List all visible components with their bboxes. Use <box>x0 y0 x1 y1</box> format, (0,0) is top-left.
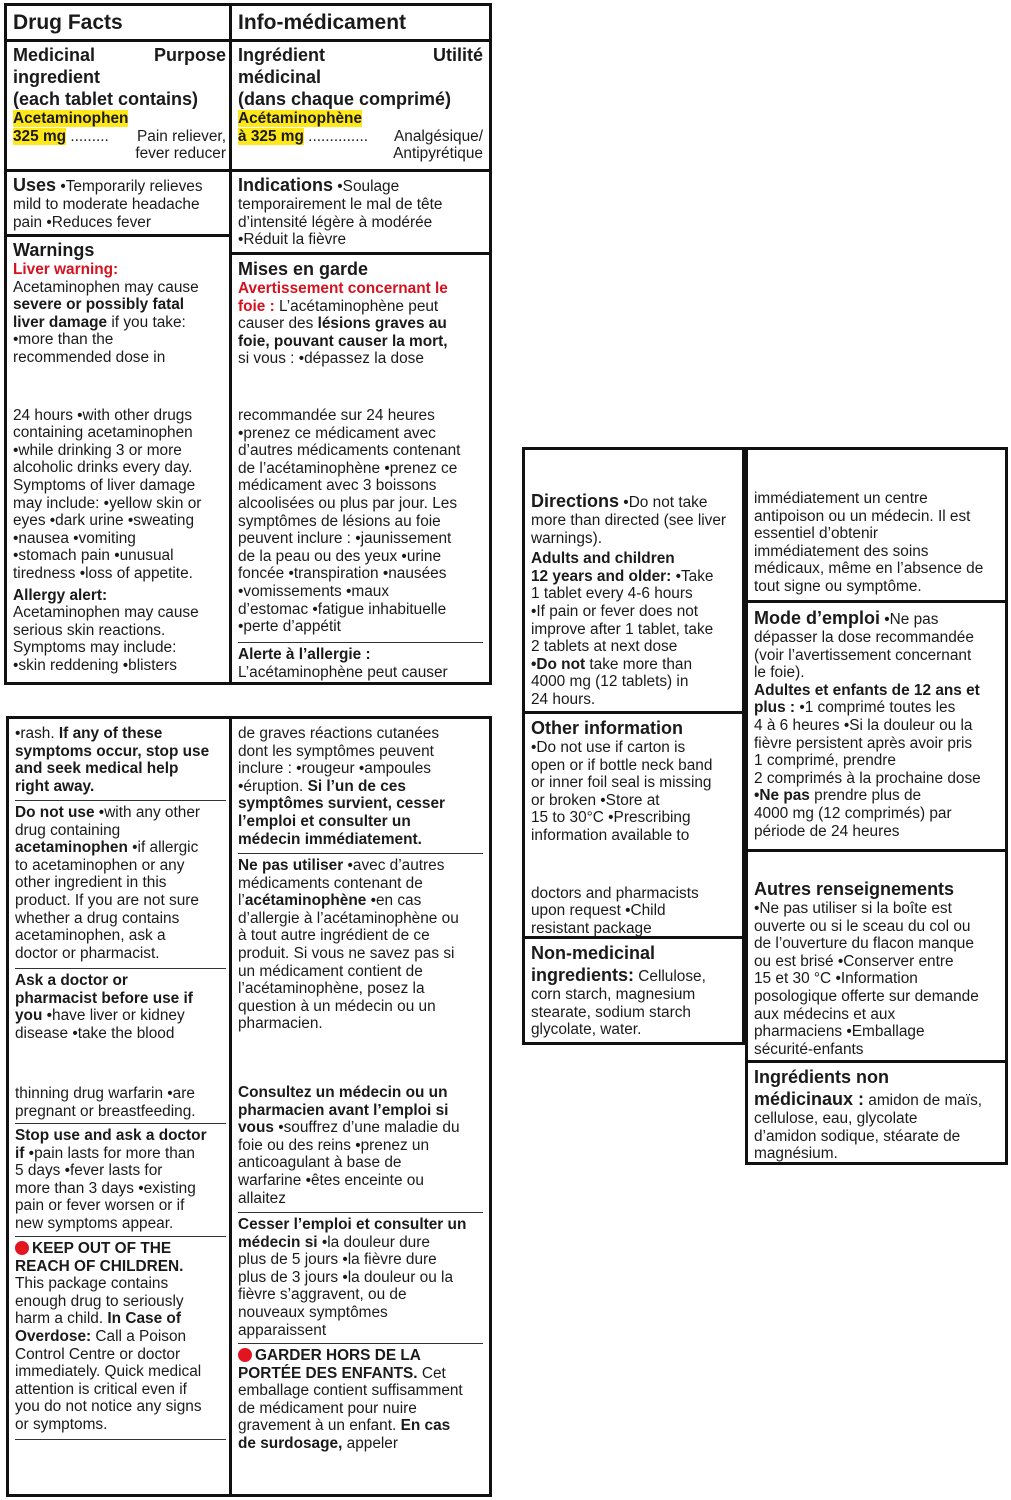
mode-line: 1 comprimé, prendre <box>754 752 896 770</box>
uses-line: mild to moderate headache <box>13 196 200 213</box>
panel-mode-emploi <box>745 447 1008 1165</box>
utilite-text-2: Antipyrétique <box>393 145 483 163</box>
english-column-bottom <box>9 719 232 1494</box>
indications-line: temporairement le mal de tête <box>238 196 443 213</box>
warnings-heading: Warnings <box>13 240 95 260</box>
stop-line-fr: fièvre s’aggravent, ou de <box>238 1286 407 1304</box>
info-medicament-title: Info-médicament <box>238 11 407 34</box>
rash-line-fr: •éruption. <box>238 777 308 795</box>
rash-bold: and seek medical help <box>15 760 179 778</box>
stop-line-fr: nouveaux symptômes <box>238 1303 388 1321</box>
rash-line-fr: dont les symptômes peuvent <box>238 742 434 760</box>
surdosage-bold: de surdosage, <box>238 1434 343 1452</box>
dir-line: 2 tablets at next dose <box>531 638 678 656</box>
other-line: or broken •Store at <box>531 791 660 809</box>
mode-line: dépasser la dose recommandée <box>754 629 974 646</box>
active-ingredient-section <box>7 44 232 163</box>
allergy-line: Symptoms may include: <box>13 639 177 657</box>
stop-line-fr: apparaissent <box>238 1321 327 1339</box>
adults-heading: Adults and children <box>531 550 675 568</box>
nm-line-fr: d’amidon sodique, stéarate de <box>754 1127 961 1145</box>
nm-line: glycolate, water. <box>531 1021 642 1039</box>
overdose-bold: Overdose: <box>15 1327 92 1345</box>
consultez-heading: Consultez un médecin ou un <box>238 1084 448 1101</box>
warning-line: tiredness •loss of appetite. <box>13 564 193 582</box>
ne-pas-utiliser-section <box>232 857 489 1033</box>
warning-line-fr: recommandée sur 24 heures <box>238 406 435 424</box>
warning-bold: liver damage <box>13 313 108 331</box>
liver-warning-label-fr: foie : <box>238 297 275 315</box>
dir-line: •If pain or fever does not <box>531 602 699 620</box>
indications-section <box>232 174 489 249</box>
directions-section <box>525 490 742 709</box>
other-line: or inner foil seal is missing <box>531 774 712 792</box>
stop-line: pain or fever worsen or if <box>15 1197 185 1215</box>
keep-out-heading: KEEP OUT OF THE <box>32 1240 172 1257</box>
ask-line: thinning drug warfarin •are <box>15 1085 195 1103</box>
keep-line: harm a child. <box>15 1310 108 1328</box>
ask-line-fr: foie ou des reins •prenez un <box>238 1136 430 1154</box>
stop-line: •pain lasts for more than <box>24 1144 195 1162</box>
indications-line: •Soulage <box>337 178 400 195</box>
drug-name-fr: Acétaminophène <box>238 110 363 127</box>
rash-bold-fr: Si l’un de ces <box>307 777 406 795</box>
rash-bold: If any of these <box>58 725 163 742</box>
other-line: upon request •Child <box>531 902 666 920</box>
indications-line: d’intensité légère à modérée <box>238 213 433 231</box>
ask-line-fr: anticoagulant à base de <box>238 1154 402 1172</box>
ingredient-heading: ingredient <box>13 67 101 87</box>
consultez-heading: vous <box>238 1119 274 1137</box>
dir-line: •Take <box>671 567 714 585</box>
centre-line: immédiatement des soins <box>754 542 929 560</box>
keep-line: Call a Poison <box>91 1327 187 1345</box>
purpose-text-1: Pain reliever, <box>137 127 226 145</box>
autres-renseignements-heading: Autres renseignements <box>754 879 955 899</box>
keep-out-section <box>9 1240 232 1434</box>
ask-doctor-heading: you <box>15 1007 43 1025</box>
dnu-line: •if allergic <box>127 839 199 857</box>
warning-line-fr: causer des <box>238 315 318 333</box>
nm-line-fr: cellulose, eau, glycolate <box>754 1110 918 1127</box>
autres-line: sécurité-enfants <box>754 1040 864 1058</box>
ingredient-medicinal-section <box>232 44 489 163</box>
warning-line: containing acetaminophen <box>13 424 193 442</box>
mode-emploi-heading: Mode d’emploi <box>754 608 880 628</box>
autres-line: pharmaciens •Emballage <box>754 1023 925 1041</box>
centre-line: tout signe ou symptôme. <box>754 577 922 595</box>
chaque-comprime-heading: (dans chaque comprimé) <box>238 89 452 109</box>
keep-line-fr: Cet <box>417 1364 446 1382</box>
alerte-allergie-section <box>232 646 489 681</box>
stop-line: 5 days •fever lasts for <box>15 1162 163 1180</box>
allergy-line-fr: L’acétaminophène peut causer <box>238 663 448 681</box>
do-not-bold: •Do not <box>531 655 586 673</box>
purpose-heading: Purpose <box>153 45 226 65</box>
warning-line-fr: de la peau ou des yeux •urine <box>238 547 442 565</box>
keep-out-heading: REACH OF CHILDREN. <box>15 1257 184 1275</box>
utilite-text-1: Analgésique/ <box>394 127 483 145</box>
other-line: open or if bottle neck band <box>531 756 713 774</box>
centre-line: médicaux, même en l’absence de <box>754 560 984 578</box>
dnu-line-fr: pharmacien. <box>238 1015 323 1033</box>
keep-line-fr: emballage contient suffisamment <box>238 1382 463 1400</box>
dnu-line: drug containing <box>15 821 121 839</box>
medicinal-heading: Medicinal <box>13 45 96 65</box>
dnu-line: whether a drug contains <box>15 909 180 927</box>
warning-line: •stomach pain •unusual <box>13 547 174 565</box>
warning-line-fr: symptômes de lésions au foie <box>238 512 441 530</box>
allergy-line: Acetaminophen may cause <box>13 604 199 622</box>
warnings-section <box>7 239 232 674</box>
allergy-line: serious skin reactions. <box>13 621 166 639</box>
mode-line: période de 24 heures <box>754 822 900 840</box>
dnu-line: acetaminophen, ask a <box>15 927 166 945</box>
rash-line: •rash. <box>15 725 59 742</box>
stop-line: new symptoms appear. <box>15 1214 174 1232</box>
mode-line: le foie). <box>754 664 805 682</box>
dir-line: more than directed (see liver <box>531 512 727 529</box>
warning-line: •nausea •vomiting <box>13 529 136 547</box>
stop-line: more than 3 days •existing <box>15 1179 196 1197</box>
keep-line: immediately. Quick medical <box>15 1363 202 1381</box>
dir-line: 24 hours. <box>531 690 596 708</box>
english-column-top <box>7 6 232 682</box>
warning-line: may include: •yellow skin or <box>13 494 202 512</box>
warning-line: 24 hours •with other drugs <box>13 406 193 424</box>
mode-line: 4000 mg (12 comprimés) par <box>754 804 952 822</box>
garder-hors-section <box>232 1347 489 1453</box>
ask-line-fr: warfarine •êtes enceinte ou <box>238 1171 424 1189</box>
autres-line: aux médecins et aux <box>754 1005 896 1023</box>
leader-dots: .............. <box>303 127 369 145</box>
ingredients-non-medicinaux-heading: médicinaux : <box>754 1089 865 1109</box>
warning-line-fr: peuvent inclure : •jaunissement <box>238 530 452 548</box>
dnu-line: doctor or pharmacist. <box>15 944 160 962</box>
rash-line-fr: inclure : •rougeur •ampoules <box>238 760 431 778</box>
ingredient-heading-fr: Ingrédient <box>238 45 326 65</box>
ne-pas-utiliser-heading: Ne pas utiliser <box>238 857 344 874</box>
warning-line: alcoholic drinks every day. <box>13 459 193 477</box>
nm-line-fr: amidon de maïs, <box>864 1092 983 1109</box>
keep-line: or symptoms. <box>15 1415 108 1433</box>
mises-en-garde-section <box>232 258 489 636</box>
warning-line-fr: d’autres médicaments contenant <box>238 442 461 460</box>
warning-line-fr: alcoolisées ou plus par jour. Les <box>238 494 458 512</box>
french-column-top <box>229 6 489 682</box>
keep-line: attention is critical even if <box>15 1380 187 1398</box>
mode-emploi-section <box>748 607 1005 840</box>
warning-line-fr: foncée •transpiration •nausées <box>238 565 447 583</box>
rash-bold-fr: symptômes survient, cesser <box>238 795 446 813</box>
ne-pas-bold: •Ne pas <box>754 787 810 805</box>
other-line: •Do not use if carton is <box>531 739 686 756</box>
ask-doctor-heading: pharmacist before use if <box>15 989 193 1007</box>
non-medicinal-section <box>525 942 742 1039</box>
ingredients-non-medicinaux-section <box>748 1066 1005 1163</box>
drug-dose-fr: à 325 mg <box>238 127 304 145</box>
garder-hors-heading: GARDER HORS DE LA <box>255 1347 421 1364</box>
cesser-heading: Cesser l’emploi et consulter un <box>238 1216 467 1233</box>
nm-line-fr: magnésium. <box>754 1145 838 1163</box>
mode-line: •Ne pas <box>880 611 939 628</box>
autres-line: ouverte ou si le sceau du col ou <box>754 917 971 935</box>
warning-line-fr: •perte d’appétit <box>238 618 341 636</box>
mode-line: •1 comprimé toutes les <box>795 699 956 717</box>
panel-directions <box>522 447 745 1045</box>
dir-line: 4000 mg (12 tablets) in <box>531 673 689 691</box>
do-not-use-heading: Do not use <box>15 804 95 821</box>
panel-drug-facts-bottom <box>6 716 492 1497</box>
warning-line: Acetaminophen may cause <box>13 278 199 296</box>
mode-line: prendre plus de <box>809 787 922 805</box>
dnu-line-fr: médicaments contenant de <box>238 874 423 892</box>
autres-renseignements-section <box>748 878 1005 1058</box>
rash-bold-fr: médecin immédiatement. <box>238 830 422 848</box>
cesser-section <box>232 1216 489 1339</box>
nm-line: corn starch, magnesium <box>531 986 696 1003</box>
keep-line: you do not notice any signs <box>15 1398 202 1416</box>
each-tablet-heading: (each tablet contains) <box>13 89 199 109</box>
dnu-line-fr: produit. Si vous ne savez pas si <box>238 944 455 962</box>
liver-warning-label-fr: Avertissement concernant le <box>238 280 448 297</box>
mode-line: 4 à 6 heures •Si la douleur ou la <box>754 716 973 734</box>
autres-line: de l’ouverture du flacon manque <box>754 935 974 953</box>
dir-line: improve after 1 tablet, take <box>531 620 714 638</box>
warning-line-fr: d’estomac •fatigue inhabituelle <box>238 600 447 618</box>
other-line: resistant package <box>531 919 652 937</box>
keep-line-fr: appeler <box>342 1434 398 1452</box>
other-information-section <box>525 717 742 937</box>
adultes-heading: Adultes et enfants de 12 ans et <box>754 681 980 699</box>
stop-use-section <box>9 1127 232 1233</box>
warning-line: if you take: <box>107 313 186 331</box>
warning-line: recommended dose in <box>13 348 166 366</box>
warning-line-fr: si vous : •dépassez la dose <box>238 350 424 368</box>
rash-bold: right away. <box>15 777 95 795</box>
autres-line: ou est brisé •Conserver entre <box>754 952 954 970</box>
do-not-use-section <box>9 804 232 962</box>
consultez-section <box>232 1084 489 1207</box>
dnu-line: other ingredient in this <box>15 874 167 892</box>
warning-line-fr: •vomissements •maux <box>238 582 390 600</box>
mode-line: fièvre persistent après avoir pris <box>754 734 973 752</box>
dnu-line: to acetaminophen or any <box>15 856 185 874</box>
ask-line: pregnant or breastfeeding. <box>15 1102 196 1120</box>
ingredients-non-medicinaux-heading: Ingrédients non <box>754 1067 889 1087</box>
medicinal-heading-fr: médicinal <box>238 67 322 87</box>
other-line: 15 to 30°C •Prescribing <box>531 809 691 827</box>
uses-heading: Uses <box>13 175 57 195</box>
indications-line: •Réduit la fièvre <box>238 231 347 249</box>
stop-use-heading: Stop use and ask a doctor <box>15 1127 207 1144</box>
other-line: doctors and pharmacists <box>531 884 699 902</box>
warning-bold-fr: foie, pouvant causer la mort, <box>238 332 448 350</box>
nm-line: Cellulose, <box>634 968 706 985</box>
warning-line-fr: médicament avec 3 boissons <box>238 477 437 495</box>
mode-line: (voir l’avertissement concernant <box>754 646 972 664</box>
mode-line: 2 comprimés à la prochaine dose <box>754 769 981 787</box>
ask-line: •have liver or kidney <box>42 1007 185 1025</box>
mises-en-garde-heading: Mises en garde <box>238 259 369 279</box>
warning-bold-fr: lésions graves au <box>317 315 447 333</box>
panel-drug-facts-top <box>4 3 492 685</box>
uses-line: •Temporarily relieves <box>60 178 203 195</box>
dnu-bold-fr: acétaminophène <box>244 892 367 910</box>
ask-doctor-heading: Ask a doctor or <box>15 972 128 989</box>
centre-line: immédiatement un centre <box>754 490 928 507</box>
warning-line-fr: de l’acétaminophène •prenez ce <box>238 459 458 477</box>
dir-line: 1 tablet every 4-6 hours <box>531 585 693 603</box>
non-medicinal-heading: ingredients: <box>531 965 635 985</box>
ask-line-fr: •souffrez d’une maladie du <box>273 1119 460 1137</box>
centre-line: antipoison ou un médecin. Il est <box>754 507 971 525</box>
stop-line-fr: plus de 5 jours •la fièvre dure <box>238 1251 437 1269</box>
allergy-alert-heading: Allergy alert: <box>13 586 108 604</box>
purpose-text-2: fever reducer <box>135 145 226 163</box>
overdose-bold: In Case of <box>107 1310 181 1328</box>
rash-bold-fr: l’emploi et consulter un <box>238 812 411 830</box>
dnu-line-fr: l’acétaminophène, posez la <box>238 980 425 998</box>
warning-line: •while drinking 3 or more <box>13 441 182 459</box>
cesser-heading: médecin si <box>238 1233 318 1251</box>
autres-line: posologique offerte sur demande <box>754 987 979 1005</box>
warning-line: severe or possibly fatal <box>13 296 185 314</box>
drug-name: Acetaminophen <box>13 110 129 127</box>
ask-doctor-section <box>9 972 232 1121</box>
dnu-line-fr: l’ <box>238 892 245 910</box>
uses-line: pain •Reduces fever <box>13 213 151 231</box>
dir-line: •Do not take <box>619 494 708 511</box>
stop-line-fr: •la douleur dure <box>317 1233 430 1251</box>
other-information-heading: Other information <box>531 718 683 738</box>
adults-heading: 12 years and older: <box>531 567 672 585</box>
warning-line: •more than the <box>13 331 114 349</box>
dnu-bold: acetaminophen <box>15 839 128 857</box>
autres-line: 15 et 30 °C •Information <box>754 970 918 988</box>
stop-line-fr: plus de 3 jours •la douleur ou la <box>238 1268 454 1286</box>
warning-line: eyes •dark urine •sweating <box>13 512 195 530</box>
keep-line: Control Centre or doctor <box>15 1345 181 1363</box>
dnu-line-fr: •en cas <box>366 892 422 910</box>
rash-bold: symptoms occur, stop use <box>15 742 210 760</box>
leader-dots: ......... <box>66 127 109 145</box>
dnu-line-fr: •avec d’autres <box>343 857 445 874</box>
dnu-line-fr: à tout autre ingrédient de ce <box>238 927 430 945</box>
other-line: information available to <box>531 826 690 844</box>
ask-line: disease •take the blood <box>15 1024 175 1042</box>
dnu-line: •with any other <box>94 804 201 821</box>
dnu-line-fr: un médicament contient de <box>238 962 423 980</box>
garder-hors-heading: PORTÉE DES ENFANTS. <box>238 1364 418 1382</box>
uses-section <box>7 174 232 231</box>
centre-line: essentiel d’obtenir <box>754 525 879 543</box>
dnu-line-fr: d’allergie à l’acétaminophène ou <box>238 909 459 927</box>
dnu-line-fr: question à un médecin ou un <box>238 997 436 1015</box>
keep-line-fr: gravement à un enfant. <box>238 1417 401 1435</box>
surdosage-bold: En cas <box>400 1417 451 1435</box>
directions-heading: Directions <box>531 491 620 511</box>
non-medicinal-heading: Non-medicinal <box>531 943 656 963</box>
stop-sign-icon <box>238 1348 252 1362</box>
warning-line-fr: •prenez ce médicament avec <box>238 424 436 442</box>
keep-line: enough drug to seriously <box>15 1292 184 1310</box>
dnu-line: product. If you are not sure <box>15 891 199 909</box>
keep-line-fr: de médicament pour nuire <box>238 1399 417 1417</box>
consultez-heading: pharmacien avant l’emploi si <box>238 1101 449 1119</box>
rash-line-fr: de graves réactions cutanées <box>238 725 440 742</box>
stop-use-heading: if <box>15 1144 25 1162</box>
warning-line-fr: L’acétaminophène peut <box>274 297 439 315</box>
drug-facts-title: Drug Facts <box>13 11 123 34</box>
liver-warning-label: Liver warning: <box>13 261 119 278</box>
ask-line-fr: allaitez <box>238 1189 286 1207</box>
french-column-bottom <box>229 719 489 1494</box>
alerte-allergie-heading: Alerte à l’allergie : <box>238 646 371 663</box>
keep-line: This package contains <box>15 1275 169 1293</box>
adultes-heading: plus : <box>754 699 796 717</box>
stop-sign-icon <box>15 1241 29 1255</box>
warning-line: Symptoms of liver damage <box>13 476 196 494</box>
allergy-line: •skin reddening •blisters <box>13 656 177 674</box>
nm-line: stearate, sodium starch <box>531 1003 691 1021</box>
utilite-heading: Utilité <box>432 45 483 65</box>
indications-heading: Indications <box>238 175 334 195</box>
drug-dose: 325 mg <box>13 127 67 145</box>
autres-line: •Ne pas utiliser si la boîte est <box>754 900 952 917</box>
dir-line: warnings). <box>531 529 602 547</box>
dir-line: take more than <box>585 655 693 673</box>
